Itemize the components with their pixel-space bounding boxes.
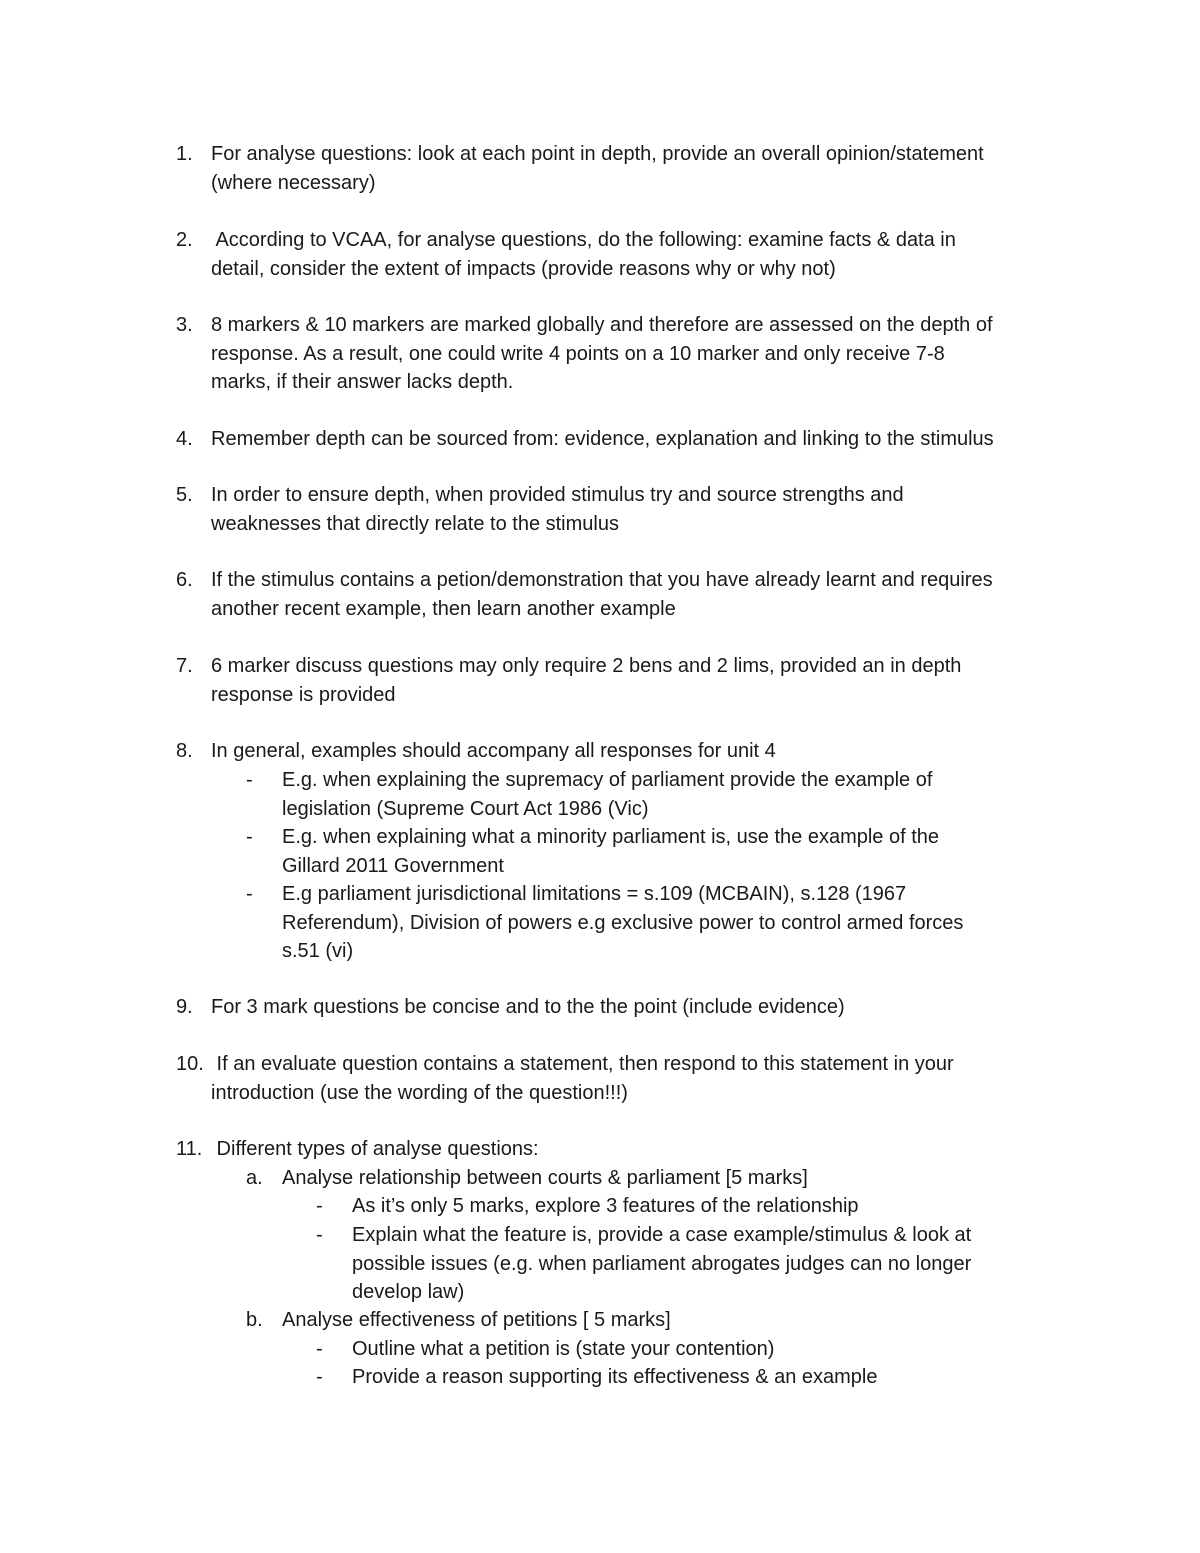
text-line: Different types of analyse questions: [211, 1138, 539, 1160]
sub-item-text [282, 1306, 1082, 1335]
text-line: Referendum), Division of powers e.g exclusive power to control armed forces [282, 911, 964, 934]
text-line: Gillard 2011 Government [282, 854, 504, 877]
text-line: If an evaluate question contains a statement, then respond to this statement in your [211, 1053, 954, 1075]
bullet-text [352, 1363, 1092, 1392]
text-line: E.g parliament jurisdictional limitations = s.109 (MCBAIN), s.128 (1967 [282, 883, 907, 905]
text-line: legislation (Supreme Court Act 1986 (Vic) [282, 797, 649, 820]
text-line: s.51 (vi) [282, 940, 354, 963]
bullet-text [282, 880, 1082, 966]
bullet-dash: - [246, 769, 253, 791]
sub-item-text [282, 1164, 1082, 1193]
text-line: In order to ensure depth, when provided stimulus try and source strengths and [211, 484, 904, 506]
bullet-text [352, 1221, 1092, 1307]
list-item-text [211, 1050, 1081, 1107]
text-line: For analyse questions: look at each point in depth, provide an overall opinion/statement [211, 143, 984, 165]
text-line: marks, if their answer lacks depth. [211, 371, 514, 394]
list-item-text [211, 226, 1081, 283]
text-line: 8 markers & 10 markers are marked globally and therefore are assessed on the depth of [211, 314, 993, 336]
text-line: (where necessary) [211, 171, 376, 194]
list-number: 7. [176, 655, 193, 677]
bullet-text [282, 823, 1082, 880]
text-line: In general, examples should accompany all responses for unit 4 [211, 740, 776, 762]
bullet-dash: - [316, 1195, 323, 1217]
list-number: 8. [176, 740, 193, 762]
bullet-dash: - [246, 826, 253, 848]
bullet-dash: - [316, 1366, 323, 1388]
text-line: Provide a reason supporting its effectiveness & an example [352, 1366, 878, 1388]
text-line: If the stimulus contains a petion/demonstration that you have already learnt and requires [211, 569, 993, 591]
text-line: As it’s only 5 marks, explore 3 features of the relationship [352, 1195, 859, 1217]
sub-letter: a. [246, 1167, 263, 1189]
bullet-text [352, 1192, 1092, 1221]
sub-letter: b. [246, 1309, 263, 1331]
text-line: response is provided [211, 683, 396, 706]
list-number: 4. [176, 428, 193, 450]
text-line: Analyse relationship between courts & parliament [5 marks] [282, 1167, 808, 1189]
bullet-text [282, 766, 1082, 823]
list-item-text [211, 566, 1081, 623]
list-number: 2. [176, 229, 193, 251]
text-line: E.g. when explaining the supremacy of parliament provide the example of [282, 769, 933, 791]
list-number: 5. [176, 484, 193, 506]
text-line: According to VCAA, for analyse questions, do the following: examine facts & data in [211, 229, 956, 251]
text-line: response. As a result, one could write 4 points on a 10 marker and only receive 7-8 [211, 342, 945, 365]
text-line: introduction (use the wording of the question!!!) [211, 1081, 628, 1104]
list-number: 3. [176, 314, 193, 336]
bullet-dash: - [246, 883, 253, 905]
list-item-text [211, 652, 1081, 709]
text-line: another recent example, then learn another example [211, 597, 676, 620]
list-number: 1. [176, 143, 193, 165]
list-item-text [211, 311, 1081, 397]
text-line: Explain what the feature is, provide a case example/stimulus & look at [352, 1224, 972, 1246]
text-line: Outline what a petition is (state your contention) [352, 1338, 775, 1360]
text-line: For 3 mark questions be concise and to the the point (include evidence) [211, 996, 845, 1018]
text-line: 6 marker discuss questions may only require 2 bens and 2 lims, provided an in depth [211, 655, 962, 677]
text-line: possible issues (e.g. when parliament abrogates judges can no longer [352, 1252, 972, 1275]
bullet-text [352, 1335, 1092, 1364]
list-item-text [211, 425, 1081, 454]
text-line: detail, consider the extent of impacts (provide reasons why or why not) [211, 257, 836, 280]
text-line: Analyse effectiveness of petitions [ 5 marks] [282, 1309, 671, 1331]
list-item-text [211, 1135, 1081, 1164]
text-line: E.g. when explaining what a minority parliament is, use the example of the [282, 826, 940, 848]
text-line: develop law) [352, 1281, 465, 1304]
list-number: 11. [176, 1138, 203, 1160]
list-item-text [211, 140, 1081, 197]
list-item-text [211, 481, 1081, 538]
list-item-text [211, 993, 1081, 1022]
list-number: 9. [176, 996, 193, 1018]
text-line: weaknesses that directly relate to the stimulus [211, 512, 619, 535]
bullet-dash: - [316, 1224, 323, 1246]
list-item-text [211, 737, 1081, 766]
bullet-dash: - [316, 1338, 323, 1360]
list-number: 10. [176, 1053, 204, 1075]
list-number: 6. [176, 569, 193, 591]
text-line: Remember depth can be sourced from: evidence, explanation and linking to the stimulus [211, 428, 994, 450]
